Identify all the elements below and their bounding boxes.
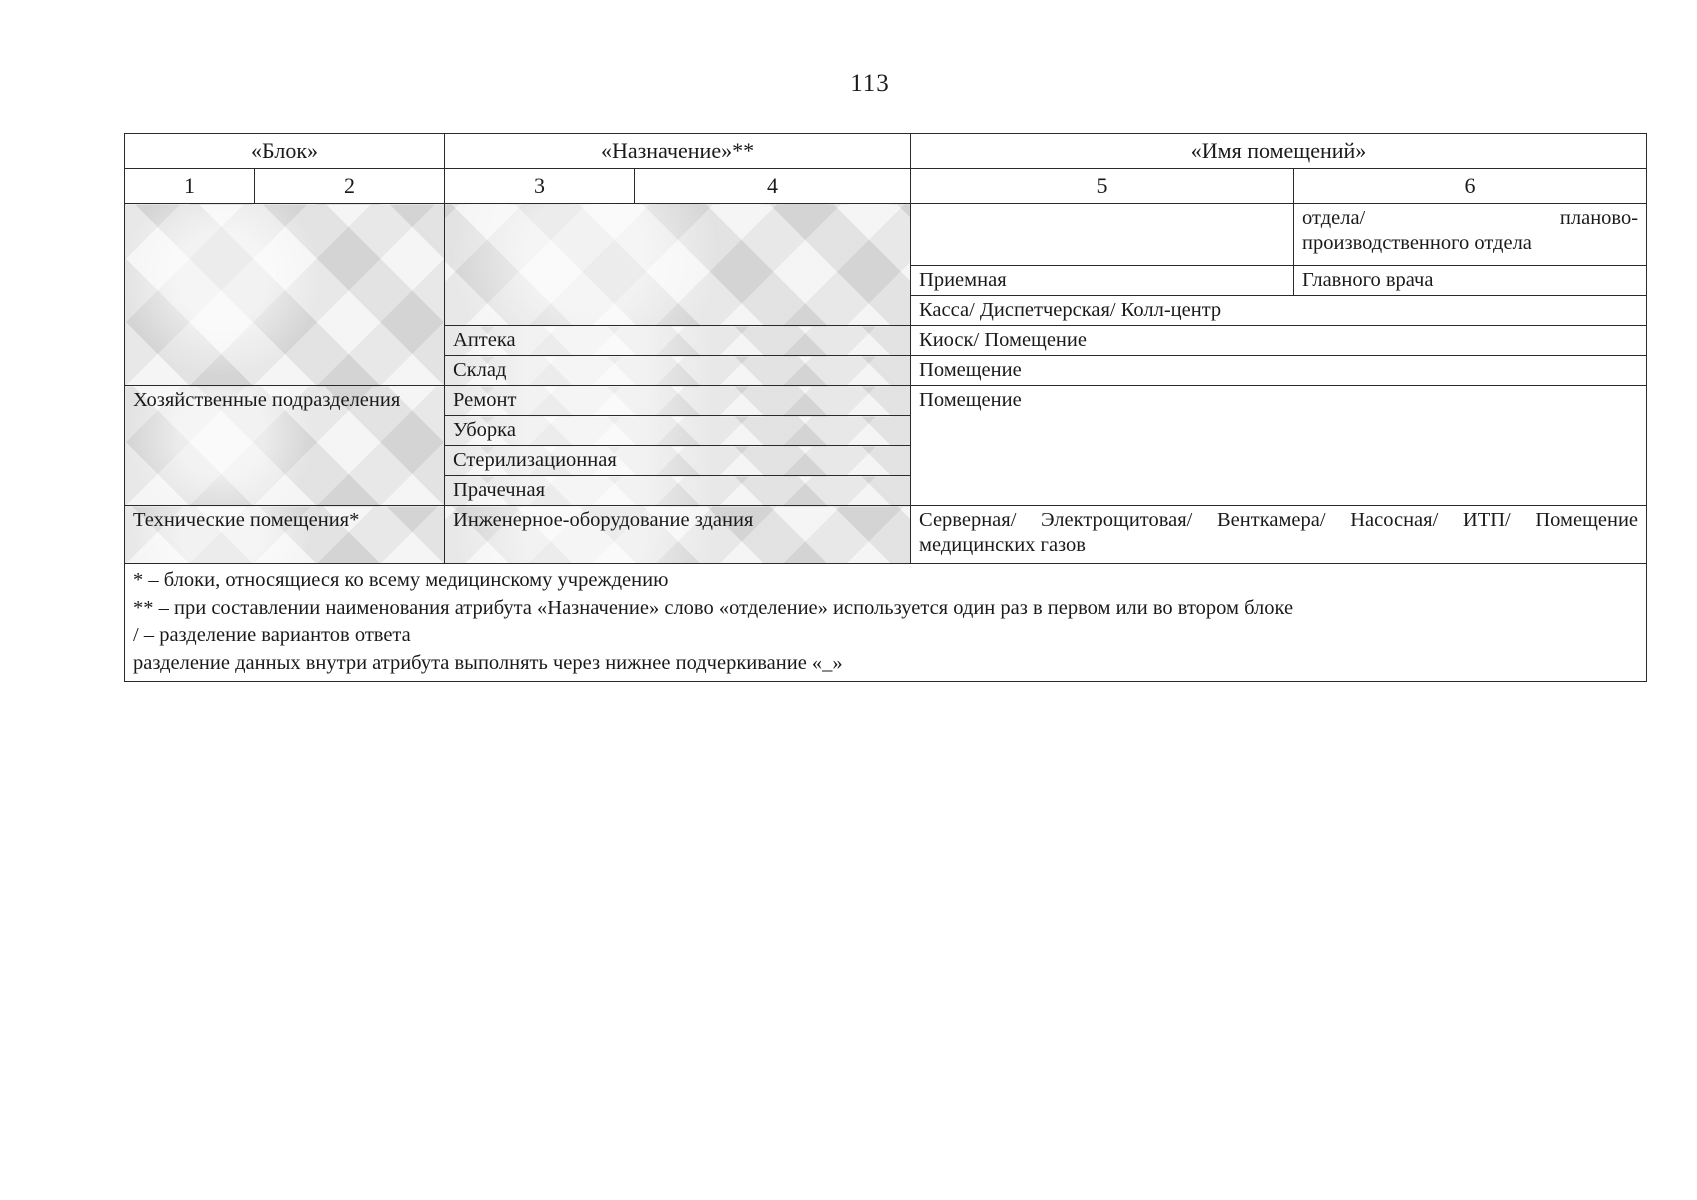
purpose-sterilization: Стерилизационная: [445, 446, 911, 476]
col-number-6: 6: [1294, 169, 1647, 204]
room-cell-economic: Помещение: [911, 386, 1647, 506]
room-cell-chief-doctor: Главного врача: [1294, 266, 1647, 296]
col-number-4: 4: [635, 169, 911, 204]
note-3: / – разделение вариантов ответа: [133, 624, 411, 647]
purpose-cell-empty: [445, 204, 911, 326]
purpose-engineering: Инженерное-оборудование здания: [445, 506, 911, 564]
note-4: разделение данных внутри атрибута выполнять через нижнее подчеркивание «_»: [133, 652, 843, 675]
purpose-pharmacy: Аптека: [445, 326, 911, 356]
room-cell-empty: [911, 204, 1294, 266]
header-row-numbers: [125, 169, 1647, 204]
header-purpose: «Назначение»**: [445, 134, 911, 169]
room-cell-planning-dept: отдела/ планово- производственного отдела: [1294, 204, 1647, 266]
block-economic: Хозяйственные подразделения: [125, 386, 445, 506]
table-row: [125, 506, 1647, 564]
note-2: ** – при составлении наименования атрибута «Назначение» слово «отделение» используется один раз в первом или во втором блоке: [133, 596, 1294, 619]
purpose-laundry: Прачечная: [445, 476, 911, 506]
table-row: [125, 386, 1647, 416]
header-block: «Блок»: [125, 134, 445, 169]
block-technical: Технические помещения*: [125, 506, 445, 564]
header-row-titles: [125, 134, 1647, 169]
room-naming-table: [124, 133, 1647, 682]
page-number: 113: [850, 70, 890, 97]
room-cell-reception: Приемная: [911, 266, 1294, 296]
room-cell-warehouse: Помещение: [911, 356, 1647, 386]
col-number-5: 5: [911, 169, 1294, 204]
table-row: [125, 204, 1647, 266]
notes-row: [125, 564, 1647, 682]
col-number-2: 2: [255, 169, 445, 204]
notes-cell: [125, 564, 1647, 682]
header-room-name: «Имя помещений»: [911, 134, 1647, 169]
col-number-1: 1: [125, 169, 255, 204]
col-number-3: 3: [445, 169, 635, 204]
block-cell-empty: [125, 204, 445, 386]
purpose-warehouse: Склад: [445, 356, 911, 386]
note-1: * – блоки, относящиеся ко всему медицинскому учреждению: [133, 569, 669, 591]
purpose-repair: Ремонт: [445, 386, 911, 416]
purpose-cleaning: Уборка: [445, 416, 911, 446]
room-cell-technical: Серверная/ Электрощитовая/ Венткамера/ Насосная/ ИТП/ Помещение медицинских газов: [911, 506, 1647, 564]
room-cell-pharmacy: Киоск/ Помещение: [911, 326, 1647, 356]
room-cell-cashier: Касса/ Диспетчерская/ Колл-центр: [911, 296, 1647, 326]
